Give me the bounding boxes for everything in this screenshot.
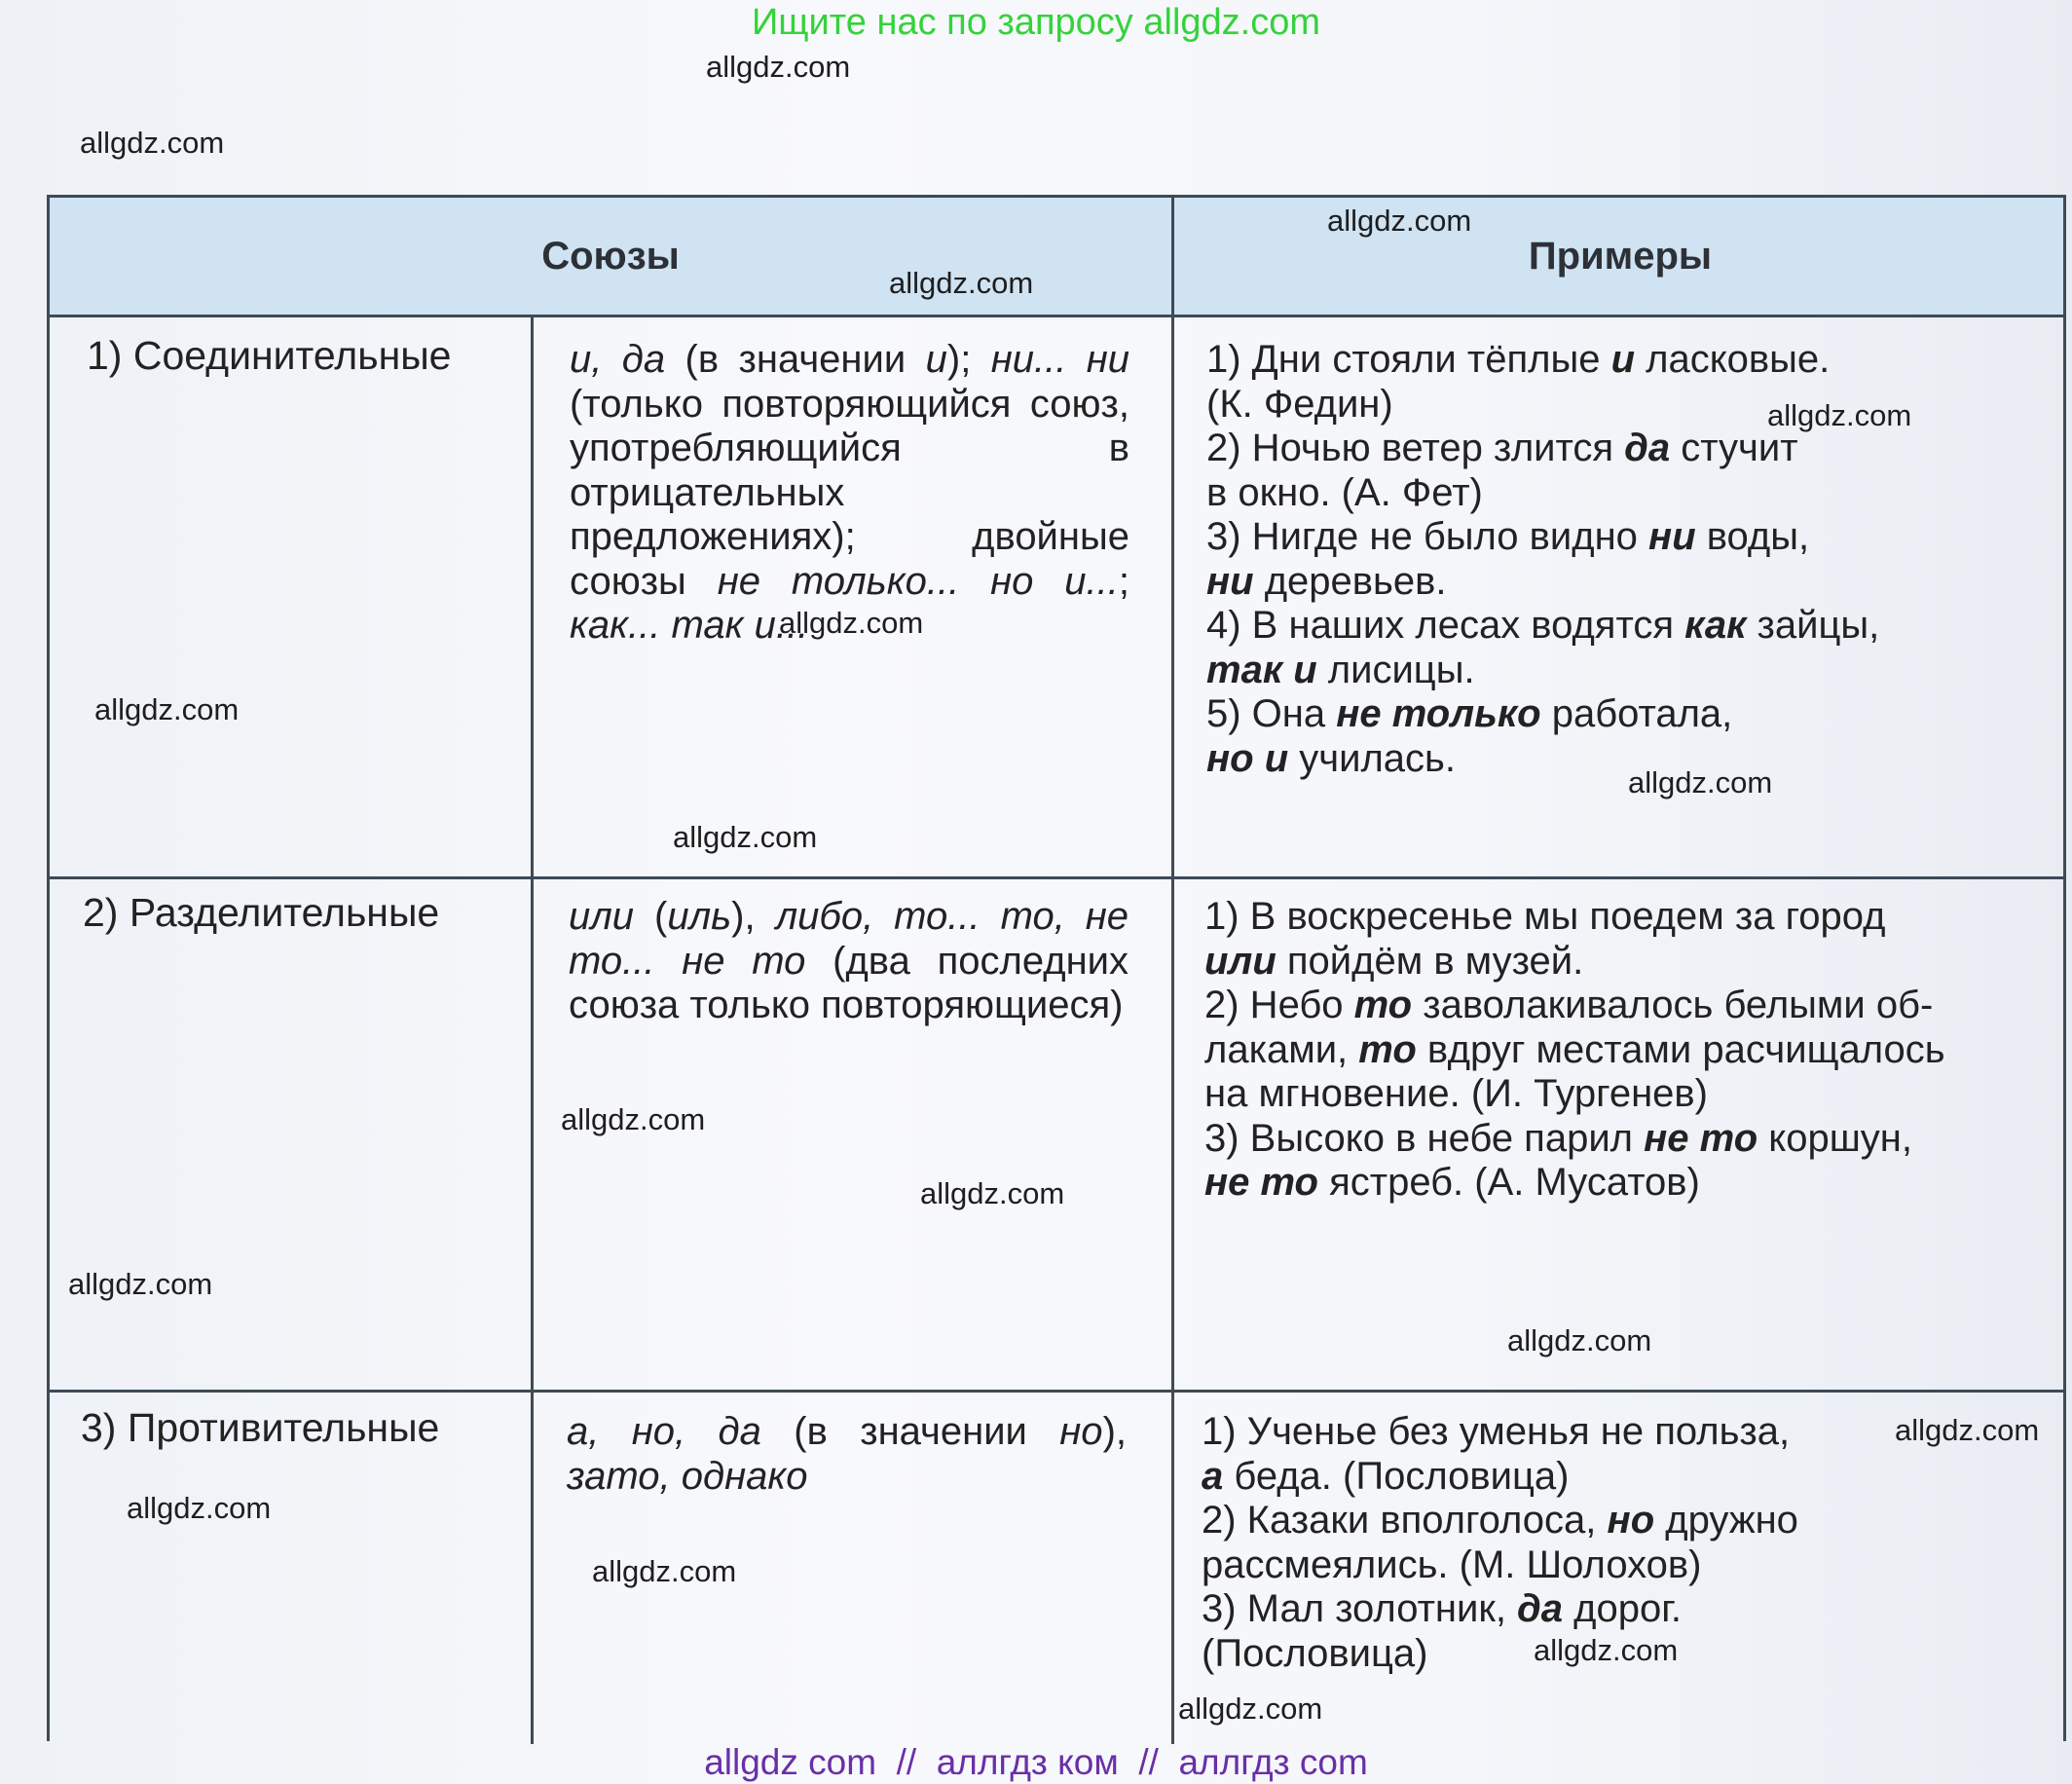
example-text-segment: вдруг местами расчищалось	[1416, 1027, 1945, 1071]
example-line	[1204, 895, 2032, 940]
header-examples: Примеры	[1528, 235, 1713, 278]
example-line	[1206, 471, 2024, 516]
watermark: allgdz.com	[889, 266, 1034, 300]
watermark: allgdz.com	[80, 126, 225, 160]
conjunction-text-segment: как... так и...	[570, 604, 809, 647]
example-text-segment: 3) Высоко в небе парил	[1204, 1116, 1645, 1160]
example-line	[1206, 338, 2024, 383]
highlighted-conjunction: но и	[1206, 736, 1289, 780]
example-line	[1204, 940, 2032, 985]
example-text-segment: 2) Казаки вполголоса,	[1202, 1499, 1608, 1542]
top-banner: Ищите нас по запросу allgdz.com	[751, 2, 1320, 43]
example-text-segment: 1) В воскресенье мы поедем за город	[1204, 895, 1886, 938]
example-line	[1202, 1587, 2029, 1632]
example-text-segment: 2) Небо	[1204, 984, 1354, 1026]
example-line	[1204, 984, 2032, 1028]
header-conjunctions: Союзы	[541, 235, 680, 278]
example-line	[1206, 604, 2024, 649]
example-line	[1204, 1028, 2032, 1073]
example-text-segment: пойдём в музей.	[1276, 939, 1584, 983]
watermark: allgdz.com	[1327, 204, 1472, 238]
example-text-segment: деревьев.	[1253, 559, 1447, 603]
row-conjunctions-connective	[570, 338, 1129, 649]
row-conjunctions-adversative	[567, 1410, 1127, 1499]
example-text-segment: 3) Мал золотник,	[1202, 1587, 1518, 1630]
example-text-segment: коршун,	[1758, 1116, 1912, 1160]
watermark: allgdz.com	[1767, 398, 1912, 432]
highlighted-conjunction: не то	[1644, 1116, 1758, 1160]
example-line	[1206, 737, 2024, 782]
highlighted-conjunction: но	[1607, 1499, 1655, 1542]
example-text-segment: заволакивалось белыми об-	[1412, 984, 1934, 1026]
conjunction-text-segment: (	[634, 895, 668, 938]
watermark: allgdz.com	[706, 50, 851, 84]
example-text-segment: 1) Ученье без уменья не польза,	[1202, 1410, 1791, 1453]
example-text-segment: стучит	[1670, 427, 1798, 469]
example-text-segment: (К. Федин)	[1206, 382, 1393, 426]
highlighted-conjunction: да	[1517, 1587, 1564, 1630]
example-text-segment: 4) В наших лесах водятся	[1206, 604, 1685, 647]
highlighted-conjunction: то	[1358, 1027, 1417, 1071]
row-type-adversative: 3) Противительные	[81, 1405, 440, 1450]
example-text-segment: рассмеялись. (М. Шолохов)	[1202, 1542, 1702, 1586]
watermark: allgdz.com	[592, 1554, 737, 1588]
example-text-segment: ласковые.	[1635, 338, 1831, 381]
example-text-segment: на мгновение. (И. Тургенев)	[1204, 1072, 1708, 1115]
table-header-row	[50, 198, 2063, 317]
example-text-segment: лаками,	[1204, 1027, 1359, 1071]
highlighted-conjunction: не то	[1204, 1161, 1318, 1204]
highlighted-conjunction: и	[1610, 338, 1636, 381]
conjunctions-table	[47, 195, 2066, 1741]
watermark: allgdz.com	[1895, 1413, 2040, 1447]
example-line	[1202, 1499, 2029, 1543]
watermark: allgdz.com	[561, 1102, 706, 1136]
conjunction-text-segment: зато, однако	[567, 1454, 808, 1498]
highlighted-conjunction: так и	[1206, 648, 1317, 691]
example-text-segment: ястреб. (А. Мусатов)	[1318, 1161, 1700, 1204]
example-text-segment: училась.	[1288, 736, 1456, 780]
row-divider-1	[50, 876, 2063, 879]
example-line	[1206, 560, 2024, 605]
column-divider-examples	[1171, 198, 1174, 1744]
watermark: allgdz.com	[920, 1176, 1065, 1210]
conjunction-text-segment: или	[569, 895, 635, 938]
conjunction-text-segment: (два последних союза только повторяющиеся)	[569, 939, 1128, 1026]
row-divider-2	[50, 1390, 2063, 1393]
conjunction-text-segment: не только... но и...	[717, 559, 1119, 603]
watermark: allgdz.com	[673, 820, 818, 854]
watermark: allgdz.com	[127, 1491, 272, 1525]
conjunction-text-segment: а, но, да	[567, 1410, 761, 1453]
example-text-segment: 2) Ночью ветер злится	[1206, 427, 1625, 469]
watermark: allgdz.com	[68, 1267, 213, 1301]
bottom-banner: allgdz com // аллгдз ком // аллгдз com	[704, 1742, 1368, 1782]
example-line	[1202, 1455, 2029, 1500]
example-text-segment: 1) Дни стояли тёплые	[1206, 338, 1611, 381]
example-line	[1202, 1543, 2029, 1588]
example-text-segment: (Пословица)	[1202, 1631, 1428, 1675]
example-text-segment: беда. (Пословица)	[1223, 1454, 1570, 1498]
highlighted-conjunction: то	[1353, 984, 1413, 1026]
example-text-segment: дорог.	[1563, 1587, 1683, 1630]
example-text-segment: лисицы.	[1316, 648, 1475, 691]
conjunction-text-segment: но	[1059, 1410, 1103, 1453]
highlighted-conjunction: да	[1624, 427, 1671, 469]
column-divider-conjunctions	[531, 317, 534, 1744]
highlighted-conjunction: не только	[1336, 692, 1541, 735]
watermark: allgdz.com	[779, 606, 924, 640]
watermark: allgdz.com	[1178, 1691, 1323, 1726]
conjunction-text-segment: (в значении	[760, 1410, 1060, 1453]
conjunction-text-segment: ),	[731, 895, 776, 938]
highlighted-conjunction: как	[1684, 604, 1747, 647]
example-text-segment: дружно	[1654, 1499, 1798, 1542]
example-text-segment: работала,	[1540, 692, 1733, 735]
conjunction-text-segment: иль	[667, 895, 732, 938]
row-conjunctions-disjunctive	[569, 895, 1128, 1028]
highlighted-conjunction: или	[1204, 939, 1276, 983]
example-line	[1206, 515, 2024, 560]
conjunction-text-segment: ;	[1118, 559, 1129, 603]
example-line	[1206, 427, 2024, 471]
example-text-segment: воды,	[1695, 515, 1810, 558]
conjunction-text-segment: и	[925, 338, 947, 381]
conjunction-text-segment: (в значении	[665, 338, 926, 381]
row-examples-disjunctive	[1204, 895, 2032, 1206]
conjunction-text-segment: );	[946, 338, 991, 381]
row-type-connective: 1) Соединительные	[87, 333, 452, 378]
example-text-segment: зайцы,	[1746, 604, 1880, 647]
watermark: allgdz.com	[1507, 1323, 1652, 1357]
conjunction-text-segment: ),	[1102, 1410, 1127, 1453]
watermark: allgdz.com	[1628, 765, 1773, 799]
row-type-disjunctive: 2) Разделительные	[83, 890, 440, 935]
conjunction-text-segment: и, да	[570, 338, 666, 381]
highlighted-conjunction: а	[1202, 1454, 1224, 1498]
example-line	[1204, 1117, 2032, 1162]
example-line	[1204, 1161, 2032, 1206]
conjunction-text-segment: ни... ни	[990, 338, 1130, 381]
example-line	[1206, 692, 2024, 737]
example-text-segment: 5) Она	[1206, 692, 1337, 735]
watermark: allgdz.com	[94, 692, 240, 726]
conjunction-text-segment: (только повторяющийся союз, употребляющийся в отрицательных предложениях); двойные союзы	[570, 382, 1129, 603]
conjunction-text-segment: либо, то... то, не то... не то	[569, 895, 1129, 983]
highlighted-conjunction: ни	[1648, 515, 1696, 558]
example-line	[1204, 1072, 2032, 1117]
highlighted-conjunction: ни	[1206, 559, 1254, 603]
watermark: allgdz.com	[1534, 1633, 1679, 1667]
example-text-segment: 3) Нигде не было видно	[1206, 515, 1649, 558]
example-line	[1206, 649, 2024, 693]
example-text-segment: в окно. (А. Фет)	[1206, 470, 1483, 514]
